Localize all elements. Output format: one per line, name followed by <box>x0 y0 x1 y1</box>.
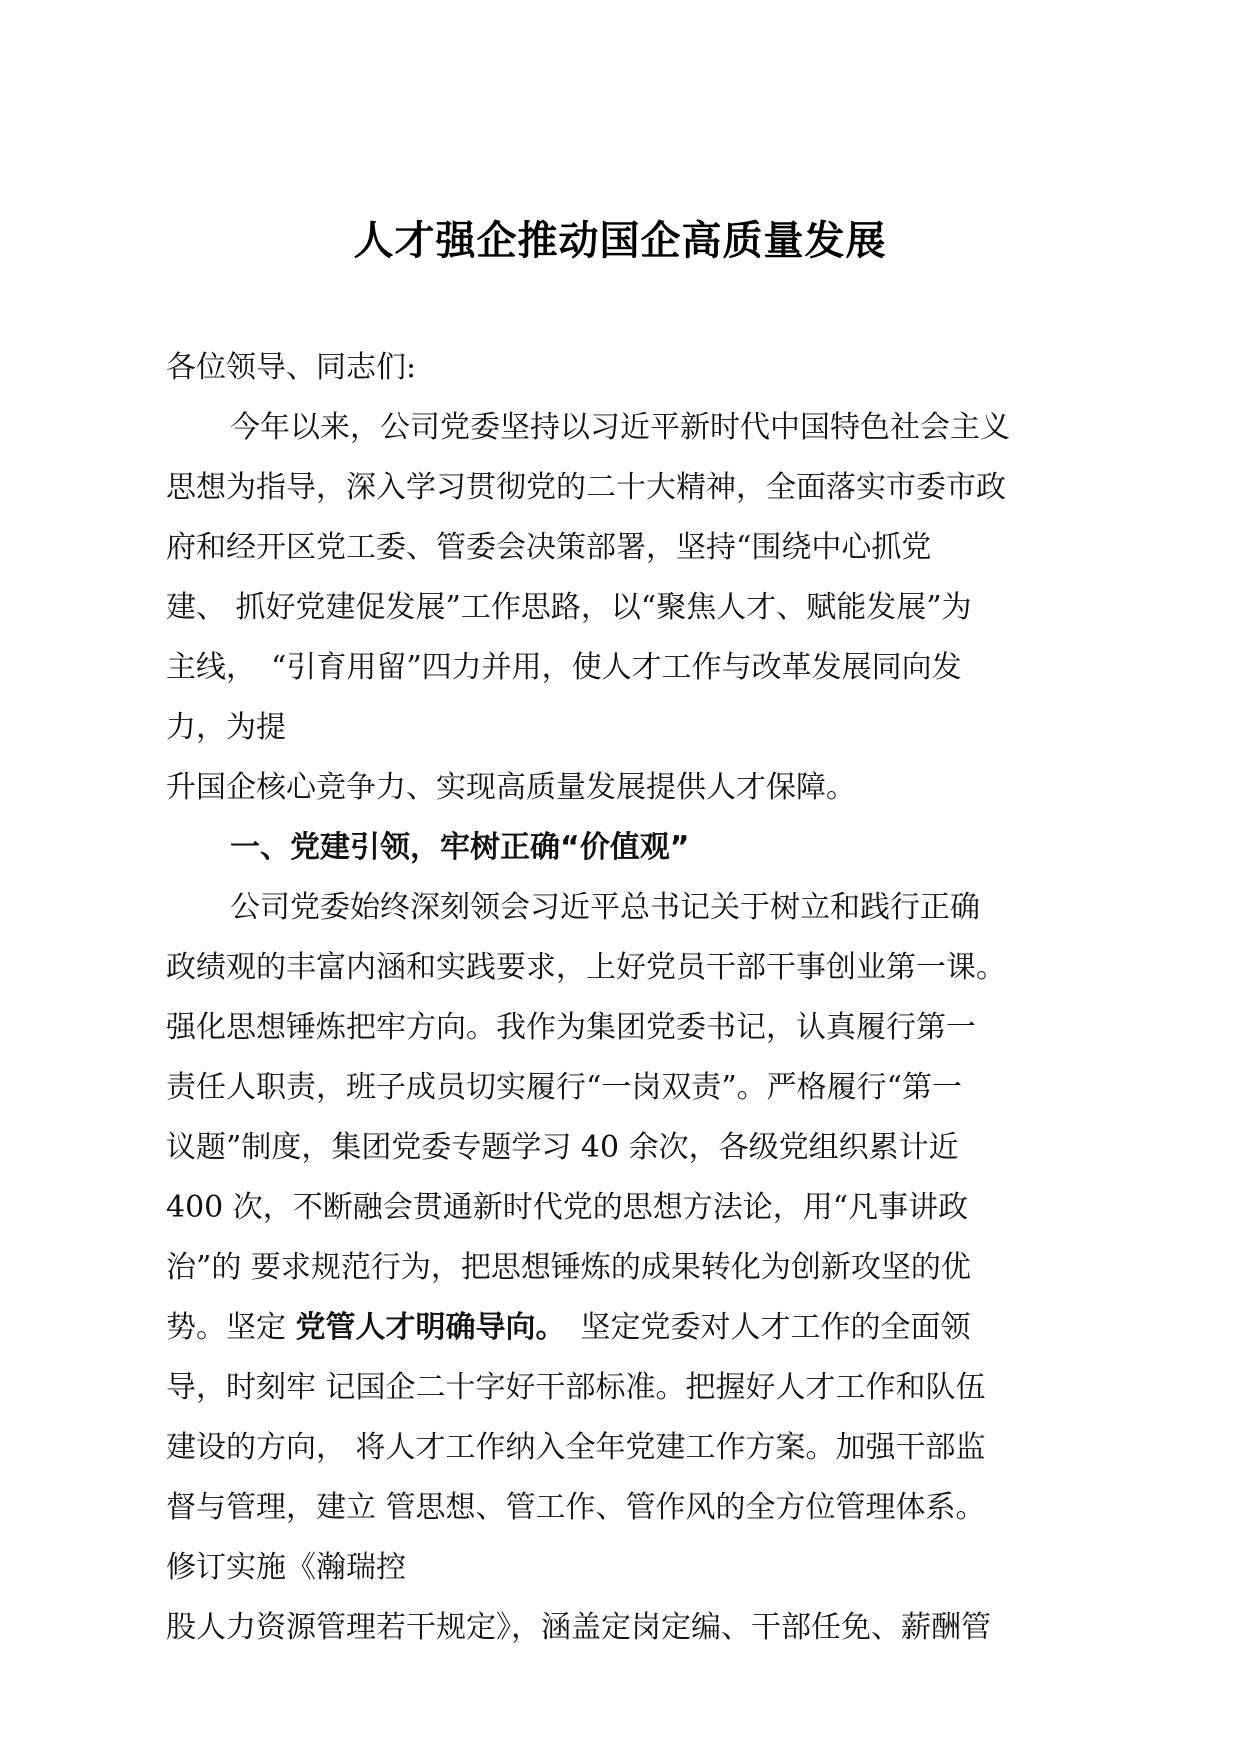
text-before-bold: 势。坚定 <box>166 1310 296 1345</box>
paragraph-line: 思想为指导，深入学习贯彻党的二十大精神，全面落实市委市政 <box>166 470 1006 505</box>
paragraph-line: 修订实施《瀚瑞控 <box>166 1550 406 1585</box>
paragraph-line-with-bold <box>166 1298 1094 1358</box>
paragraph-line: 府和经开区党工委、管委会决策部署，坚持“围绕中心抓党 <box>166 530 932 565</box>
paragraph-line: 政绩观的丰富内涵和实践要求，上好党员干部干事创业第一课。 <box>166 950 1006 985</box>
paragraph-line: 建、 抓好党建促发展”工作思路，以“聚焦人才、赋能发展”为 <box>166 590 972 625</box>
paragraph-line: 力，为提 <box>166 710 286 745</box>
salutation: 各位领导、同志们: <box>166 350 417 385</box>
document-title: 人才强企推动国企高质量发展 <box>353 218 887 264</box>
section-heading: 一、党建引领，牢树正确“价值观” <box>230 830 690 865</box>
document-body <box>166 338 1094 1658</box>
paragraph-line: 治”的 要求规范行为，把思想锤炼的成果转化为创新攻坚的优 <box>166 1250 971 1285</box>
paragraph-line: 建设的方向， 将人才工作纳入全年党建工作方案。加强干部监 <box>166 1430 986 1465</box>
paragraph-line: 责任人职责，班子成员切实履行“一岗双责”。严格履行“第一 <box>166 1070 963 1105</box>
paragraph-line: 公司党委始终深刻领会习近平总书记关于树立和践行正确 <box>230 890 980 925</box>
paragraph-line: 强化思想锤炼把牢方向。我作为集团党委书记，认真履行第一 <box>166 1010 976 1045</box>
paragraph-line: 400 次，不断融会贯通新时代党的思想方法论，用“凡事讲政 <box>166 1190 969 1225</box>
paragraph-line: 主线， “引育用留”四力并用，使人才工作与改革发展同向发 <box>166 650 962 685</box>
paragraph-line: 督与管理，建立 管思想、管工作、管作风的全方位管理体系。 <box>166 1490 986 1525</box>
text-after-bold: 坚定党委对人才工作的全面领 <box>550 1310 971 1345</box>
paragraph-line: 导，时刻牢 记国企二十字好干部标准。把握好人才工作和队伍 <box>166 1370 986 1405</box>
bold-phrase: 党管人才明确导向。 <box>295 1310 551 1345</box>
paragraph-line: 股人力资源管理若干规定》，涵盖定岗定编、干部任免、薪酬管 <box>166 1610 991 1645</box>
paragraph-line: 今年以来，公司党委坚持以习近平新时代中国特色社会主义 <box>230 410 1010 445</box>
paragraph-line: 升国企核心竞争力、实现高质量发展提供人才保障。 <box>166 770 856 805</box>
paragraph-line: 议题”制度，集团党委专题学习 40 余次，各级党组织累计近 <box>166 1130 959 1165</box>
